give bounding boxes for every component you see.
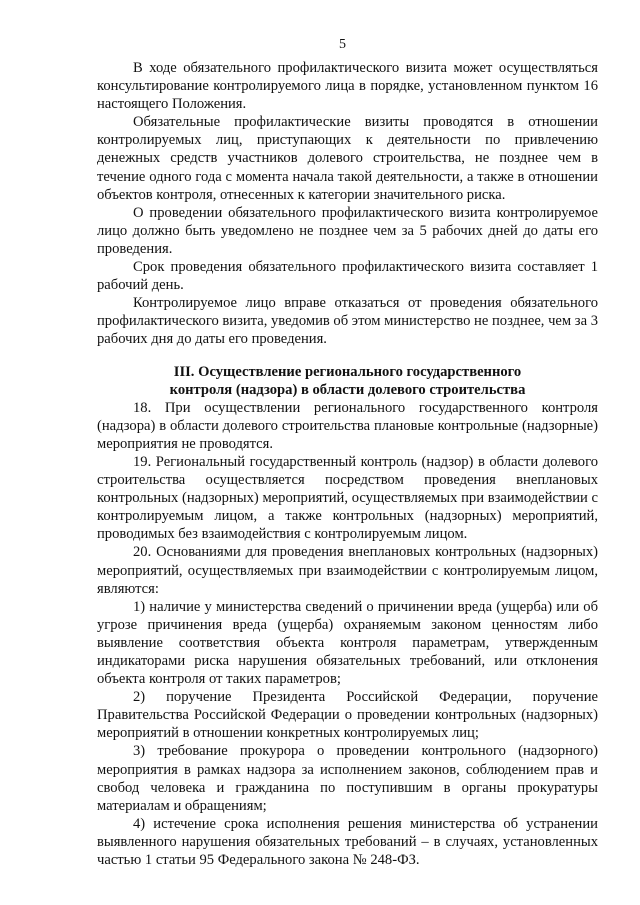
- paragraph-item-19: 19. Региональный государственный контроль (надзор) в области долевого строительства осуществляется посредством проведения внеплановых контрольных (надзорных) мероприятий, осуществляемых при взаимодействии с контролируемым лицом, а также контрольных (надзорных) мероприятий, проводимых без взаимодействия с контролируемым лицом.: [97, 453, 598, 543]
- paragraph-notification: О проведении обязательного профилактического визита контролируемое лицо должно быть уведомлено не позднее чем за 5 рабочих дней до даты его проведения.: [97, 204, 598, 257]
- paragraph-subitem-1: 1) наличие у министерства сведений о причинении вреда (ущерба) или об угрозе причинения вреда (ущерба) охраняемым законом ценностям либо выявление соответствия объекта контроля параметрам, утвержденным индикаторами риска нарушения обязательных требований, или отклонения объекта контроля от таких параметров;: [97, 598, 598, 688]
- paragraph-mandatory-visits: Обязательные профилактические визиты проводятся в отношении контролируемых лиц, приступающих к деятельности по привлечению денежных средств участников долевого строительства, не позднее чем в течение одного года с момента начала такой деятельности, а также в отношении объектов контроля, отнесенных к категории значительного риска.: [97, 114, 598, 203]
- paragraph-subitem-2: 2) поручение Президента Российской Федерации, поручение Правительства Российской Федерации о проведении контрольных (надзорных) мероприятий в отношении конкретных контролируемых лиц;: [97, 689, 598, 742]
- section-heading-line-2: контроля (надзора) в области долевого строительства: [169, 381, 526, 398]
- paragraph-visit-duration: Срок проведения обязательного профилактического визита составляет 1 рабочий день.: [97, 259, 598, 294]
- paragraph-consultation: В ходе обязательного профилактического визита может осуществляться консультирование контролируемого лица в порядке, установленном пунктом 16 настоящего Положения.: [97, 60, 598, 113]
- paragraph-item-20: 20. Основаниями для проведения внеплановых контрольных (надзорных) мероприятий, осуществляемых при взаимодействии с контролируемым лицом, являются:: [97, 544, 598, 597]
- section-heading: [97, 363, 598, 399]
- section-heading-line-1: III. Осуществление регионального государственного: [173, 363, 522, 380]
- page-number: 5: [339, 37, 346, 52]
- paragraph-subitem-4: 4) истечение срока исполнения решения министерства об устранении выявленного нарушения обязательных требований – в случаях, установленных частью 1 статьи 95 Федерального закона № 248-ФЗ.: [97, 815, 598, 869]
- paragraph-item-18: 18. При осуществлении регионального государственного контроля (надзора) в области долевого строительства плановые контрольные (надзорные) мероприятия не проводятся.: [97, 399, 598, 452]
- paragraph-refusal: Контролируемое лицо вправе отказаться от проведения обязательного профилактического визита, уведомив об этом министерство не позднее, чем за 3 рабочих дня до даты его проведения.: [97, 295, 598, 348]
- paragraph-subitem-3: 3) требование прокурора о проведении контрольного (надзорного) мероприятия в рамках надзора за исполнением законов, соблюдением прав и свобод человека и гражданина по поступившим в органы прокуратуры материалам и обращениям;: [97, 743, 598, 814]
